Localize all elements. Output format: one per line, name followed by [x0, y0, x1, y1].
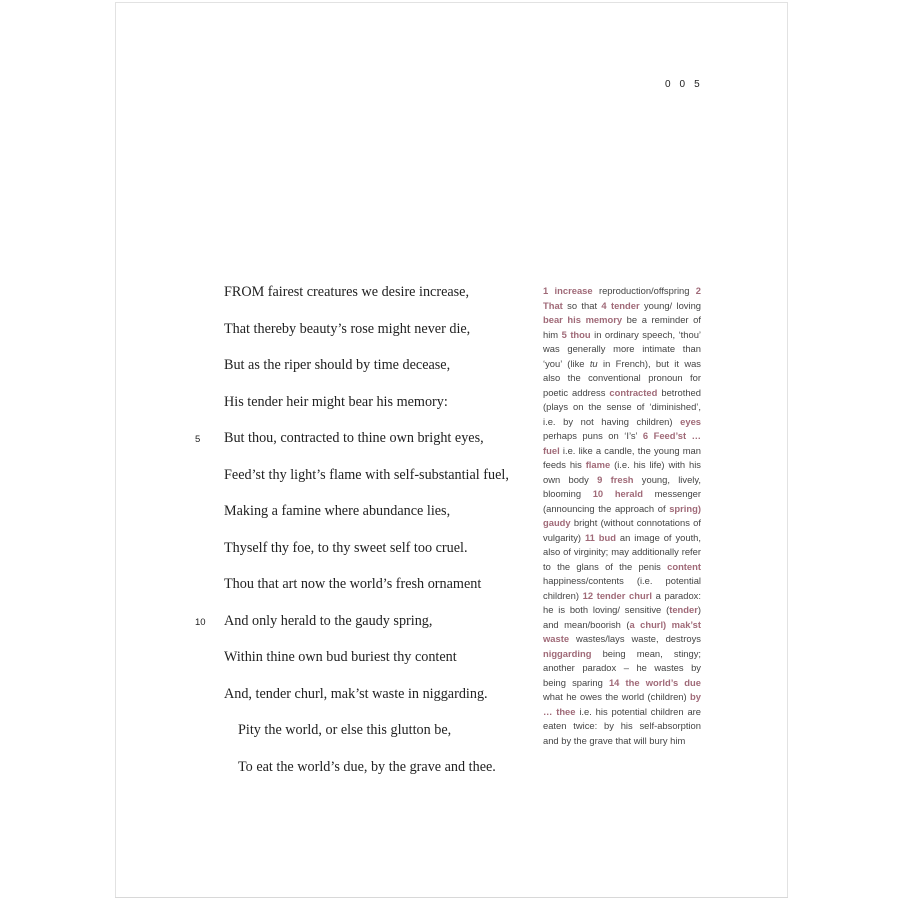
note-gloss: i.e. his potential children are eaten twice: by his self-absorption and by the grave that will bury him	[543, 705, 701, 746]
note-lemma: gaudy	[543, 517, 571, 528]
note-gloss: wastes/lays waste, destroys	[569, 633, 701, 644]
poem-line	[195, 759, 515, 796]
poem-line-text: FROM fairest creatures we desire increase,	[224, 284, 470, 300]
note-lemma: a churl)	[629, 618, 667, 630]
note-gloss: messenger (announcing the approach of	[543, 488, 701, 514]
note-italic: tu	[589, 357, 598, 369]
commentary-notes	[543, 284, 701, 748]
note-gloss: an image of youth, also of virginity; may additionally refer to the glans of the penis	[543, 531, 701, 572]
poem-line-text: And only herald to the gaudy spring,	[224, 612, 433, 629]
poem-line	[195, 503, 515, 540]
poem-line-text: But as the riper should by time decease,	[224, 357, 451, 373]
note-gloss: betrothed (plays on the sense of ‘diminished’, i.e. by not having children)	[543, 386, 701, 427]
note-lemma: niggarding	[543, 647, 592, 659]
note-lemma: 14 the world’s due	[608, 676, 701, 688]
poem-line	[195, 722, 515, 759]
note-gloss: be a reminder of him	[543, 314, 701, 340]
poem-line-text: And, tender churl, mak’st waste in niggarding.	[224, 685, 488, 702]
note-lemma: contracted	[609, 386, 658, 398]
note-lemma: eyes	[680, 415, 701, 427]
note-lemma: 4 tender	[601, 299, 640, 311]
poem-line	[195, 540, 515, 577]
note-gloss: what he owes the world (children)	[543, 691, 691, 702]
sonnet-text	[195, 284, 515, 795]
note-gloss: a paradox: he is both loving/ sensitive (	[543, 589, 701, 615]
note-gloss: young/ loving	[639, 299, 701, 311]
poem-line-text: Within thine own bud buriest thy content	[224, 649, 457, 665]
poem-line	[195, 430, 515, 467]
note-lemma: by … thee	[543, 691, 701, 717]
poem-line	[195, 686, 515, 723]
note-gloss: perhaps puns on ‘I’s’	[543, 430, 643, 441]
note-gloss: young, lively, blooming	[543, 473, 701, 499]
poem-line	[195, 467, 515, 504]
poem-line	[195, 394, 515, 431]
note-lemma: content	[667, 560, 701, 572]
note-gloss: ) and mean/boorish (	[543, 604, 701, 630]
note-lemma: 5 thou	[561, 328, 591, 340]
poem-line	[195, 613, 515, 650]
note-lemma: flame	[585, 459, 611, 470]
note-lemma: tender	[669, 604, 698, 615]
note-lemma: spring)	[669, 502, 701, 514]
poem-line-text: His tender heir might bear his memory:	[224, 393, 448, 410]
poem-line-text: Feed’st thy light’s flame with self-substantial fuel,	[224, 466, 509, 483]
note-lemma: 12 tender churl	[582, 589, 652, 601]
note-lemma: 2 That	[543, 285, 702, 311]
note-gloss: reproduction/offspring	[592, 285, 696, 296]
note-gloss: being mean, stingy; another paradox – he wastes by being sparing	[543, 647, 701, 688]
note-gloss: i.e. like a candle, the young man feeds his	[543, 444, 701, 470]
note-lemma: 9 fresh	[597, 473, 634, 485]
note-gloss: bright (without connotations of vulgarity)	[543, 517, 701, 543]
poem-line-text: Thyself thy foe, to thy sweet self too cruel.	[224, 539, 468, 556]
note-lemma: bear his memory	[543, 314, 623, 325]
poem-line-text: To eat the world’s due, by the grave and thee.	[238, 758, 496, 775]
poem-line-text: That thereby beauty’s rose might never die,	[224, 320, 471, 337]
poem-line-text: Pity the world, or else this glutton be,	[238, 722, 452, 738]
note-gloss: in ordinary speech, ‘thou’ was generally more intimate than ‘you’ (like	[543, 328, 701, 369]
note-lemma: 1 increase	[543, 285, 593, 296]
note-gloss: so that	[562, 299, 602, 311]
page-bottom-edge	[115, 897, 788, 898]
poem-line	[195, 284, 515, 321]
note-lemma: mak’st waste	[543, 618, 701, 644]
note-lemma: 11 bud	[584, 531, 616, 543]
note-gloss: (i.e. his life) with his own body	[543, 459, 701, 485]
poem-line	[195, 576, 515, 613]
line-number: 10	[195, 616, 206, 628]
note-gloss: in French), but it was also the conventional pronoun for poetic address	[543, 357, 701, 398]
poem-line-text: Making a famine where abundance lies,	[224, 503, 451, 519]
poem-line-text: Thou that art now the world’s fresh ornament	[224, 576, 482, 592]
note-lemma: 6 Feed’st … fuel	[543, 430, 701, 456]
poem-line	[195, 321, 515, 358]
poem-line	[195, 357, 515, 394]
page-number: 005	[665, 79, 709, 90]
line-number: 5	[195, 434, 201, 445]
note-lemma: 10 herald	[592, 488, 643, 499]
note-gloss: happiness/contents (i.e. potential children)	[543, 575, 701, 601]
poem-line-text: But thou, contracted to thine own bright eyes,	[224, 430, 484, 446]
poem-line	[195, 649, 515, 686]
